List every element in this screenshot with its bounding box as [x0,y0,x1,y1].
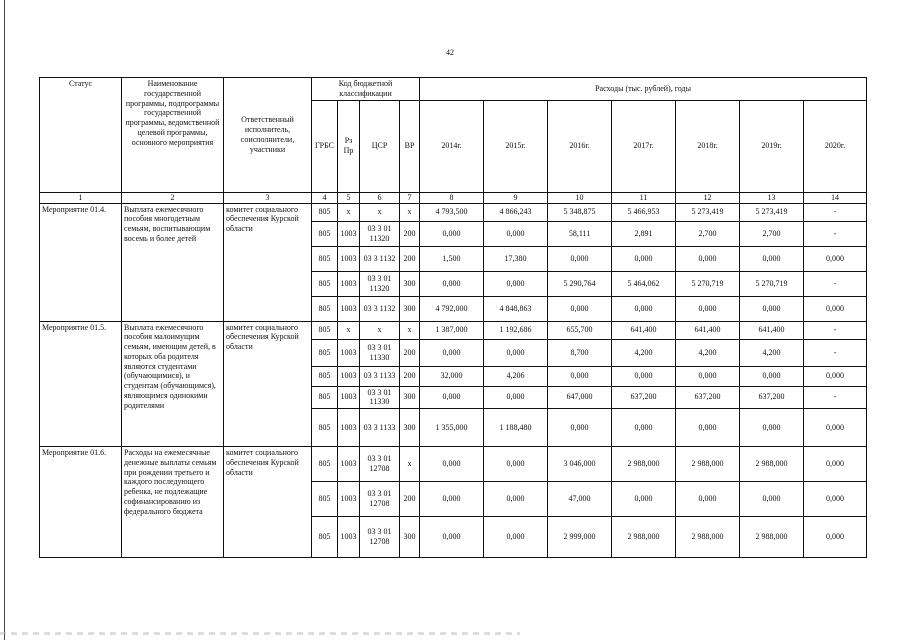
grbs-cell: 805 [312,409,338,447]
column-number: 10 [548,192,612,203]
column-number: 1 [40,192,122,203]
expense-value-cell: 5 290,764 [548,271,612,296]
expense-value-cell: 0,000 [740,296,804,321]
rzpr-cell: 1003 [338,366,360,386]
column-number: 14 [804,192,867,203]
expense-value-cell: 0,000 [420,271,484,296]
header-year: 2014г. [420,100,484,192]
scan-artifact [0,632,520,635]
expense-value-cell: 5 348,875 [548,203,612,221]
rzpr-cell: 1003 [338,271,360,296]
column-number: 5 [338,192,360,203]
header-grbs: ГРБС [312,100,338,192]
vr-cell: 300 [400,271,420,296]
expense-value-cell: 0,000 [612,366,676,386]
expense-value-cell: 5 273,419 [740,203,804,221]
csr-cell: 03 3 01 12708 [360,482,400,517]
expense-value-cell: 0,000 [484,517,548,558]
expense-value-cell: - [804,339,867,366]
rzpr-cell: 1003 [338,447,360,482]
csr-cell: 03 3 1132 [360,246,400,271]
rzpr-cell: 1003 [338,221,360,246]
grbs-cell: 805 [312,246,338,271]
expense-value-cell: 4,206 [484,366,548,386]
column-number: 2 [122,192,224,203]
table-row [40,203,867,221]
measure-responsible: комитет социального обеспечения Курской области [224,203,312,321]
expense-value-cell: 5 273,419 [676,203,740,221]
expense-value-cell: 641,400 [612,321,676,339]
table-body [40,192,867,558]
column-number-row [40,192,867,203]
expense-value-cell: - [804,386,867,409]
grbs-cell: 805 [312,386,338,409]
expense-value-cell: 58,111 [548,221,612,246]
column-number: 7 [400,192,420,203]
expense-value-cell: 0,000 [676,246,740,271]
vr-cell: 300 [400,386,420,409]
expense-value-cell: 0,000 [420,339,484,366]
expense-value-cell: 32,000 [420,366,484,386]
expense-value-cell: 0,000 [548,296,612,321]
header-year: 2017г. [612,100,676,192]
expense-value-cell: 637,200 [740,386,804,409]
expense-value-cell: 3 046,000 [548,447,612,482]
column-number: 11 [612,192,676,203]
rzpr-cell: 1003 [338,246,360,271]
vr-cell: х [400,447,420,482]
header-vr: ВР [400,100,420,192]
expense-value-cell: - [804,271,867,296]
expense-value-cell: 2 988,000 [612,517,676,558]
expense-value-cell: 641,400 [740,321,804,339]
measure-responsible: комитет социального обеспечения Курской области [224,447,312,558]
header-rzpr: Рз Пр [338,100,360,192]
expense-value-cell: 0,000 [740,366,804,386]
expense-value-cell: 2,891 [612,221,676,246]
column-number: 6 [360,192,400,203]
expense-value-cell: 5 464,062 [612,271,676,296]
expense-value-cell: 17,380 [484,246,548,271]
expense-value-cell: 0,000 [484,271,548,296]
expense-value-cell: 2 988,000 [740,517,804,558]
grbs-cell: 805 [312,321,338,339]
expense-value-cell: 0,000 [484,386,548,409]
rzpr-cell: 1003 [338,296,360,321]
header-budget-code: Код бюджетной классификации [312,78,420,101]
expense-value-cell: 5 466,953 [612,203,676,221]
expense-value-cell: 2 988,000 [612,447,676,482]
measure-status: Мероприятие 01.4. [40,203,122,321]
header-name: Наименование государственной программы, подпрограммы государственной программы, ведомственной целевой программы, основного мероприятия [122,78,224,193]
expense-value-cell: 1 387,000 [420,321,484,339]
column-number: 13 [740,192,804,203]
expense-value-cell: 0,000 [484,482,548,517]
rzpr-cell: 1003 [338,517,360,558]
expense-value-cell: 0,000 [484,221,548,246]
vr-cell: 200 [400,246,420,271]
expense-value-cell: 5 270,719 [740,271,804,296]
header-year: 2015г. [484,100,548,192]
expense-value-cell: 0,000 [676,482,740,517]
csr-cell: 03 3 1133 [360,409,400,447]
grbs-cell: 805 [312,447,338,482]
expense-value-cell: 0,000 [420,517,484,558]
expense-value-cell: 2,700 [676,221,740,246]
grbs-cell: 805 [312,517,338,558]
column-number: 8 [420,192,484,203]
vr-cell: 300 [400,517,420,558]
header-expenses: Расходы (тыс. рублей), годы [420,78,867,101]
expense-value-cell: 655,700 [548,321,612,339]
vr-cell: 300 [400,409,420,447]
table-row [40,321,867,339]
csr-cell: 03 3 1132 [360,296,400,321]
csr-cell: 03 3 01 11320 [360,271,400,296]
expense-value-cell: 0,000 [804,296,867,321]
budget-table [39,77,867,558]
grbs-cell: 805 [312,482,338,517]
expense-value-cell: 47,000 [548,482,612,517]
expense-value-cell: 0,000 [676,296,740,321]
rzpr-cell: х [338,321,360,339]
csr-cell: 03 3 1133 [360,366,400,386]
expense-value-cell: 2 988,000 [676,517,740,558]
expense-value-cell: 2 999,000 [548,517,612,558]
expense-value-cell: 0,000 [740,482,804,517]
expense-value-cell: 0,000 [548,246,612,271]
expense-value-cell: 5 270,719 [676,271,740,296]
measure-name: Выплата ежемесячного пособия многодетным семьям, воспитывающим восемь и более детей [122,203,224,321]
column-number: 3 [224,192,312,203]
expense-value-cell: 0,000 [804,517,867,558]
measure-status: Мероприятие 01.6. [40,447,122,558]
expense-value-cell: 1,500 [420,246,484,271]
rzpr-cell: х [338,203,360,221]
expense-value-cell: 4,200 [676,339,740,366]
grbs-cell: 805 [312,296,338,321]
rzpr-cell: 1003 [338,482,360,517]
expense-value-cell: 637,200 [676,386,740,409]
expense-value-cell: 4 866,243 [484,203,548,221]
expense-value-cell: 0,000 [420,482,484,517]
expense-value-cell: 0,000 [804,409,867,447]
header-responsible: Ответственный исполнитель, соисполнители, участники [224,78,312,193]
expense-value-cell: 2,700 [740,221,804,246]
expense-value-cell: - [804,203,867,221]
page-number: 42 [446,48,454,57]
expense-value-cell: 0,000 [676,366,740,386]
expense-value-cell: 0,000 [676,409,740,447]
expense-value-cell: 0,000 [612,482,676,517]
rzpr-cell: 1003 [338,386,360,409]
vr-cell: 200 [400,482,420,517]
expense-value-cell: 0,000 [612,296,676,321]
expense-value-cell: 0,000 [420,386,484,409]
expense-value-cell: - [804,221,867,246]
expense-value-cell: 0,000 [548,409,612,447]
measure-status: Мероприятие 01.5. [40,321,122,447]
rzpr-cell: 1003 [338,339,360,366]
header-year: 2016г. [548,100,612,192]
expense-value-cell: 4 792,000 [420,296,484,321]
expense-value-cell: 0,000 [804,246,867,271]
expense-value-cell: 0,000 [484,339,548,366]
expense-value-cell: 647,000 [548,386,612,409]
csr-cell: х [360,321,400,339]
vr-cell: х [400,203,420,221]
header-year: 2020г. [804,100,867,192]
expense-value-cell: 4 793,500 [420,203,484,221]
grbs-cell: 805 [312,366,338,386]
csr-cell: 03 3 01 11330 [360,339,400,366]
grbs-cell: 805 [312,339,338,366]
measure-responsible: комитет социального обеспечения Курской области [224,321,312,447]
measure-name: Расходы на ежемесячные денежные выплаты семьям при рождении третьего и каждого последующего ребенка, не подлежащие софинансированию из федерального бюджета [122,447,224,558]
expense-value-cell: - [804,321,867,339]
column-number: 12 [676,192,740,203]
page-edge-line [4,0,5,640]
expense-value-cell: 0,000 [612,409,676,447]
expense-value-cell: 2 988,000 [740,447,804,482]
expense-value-cell: 8,700 [548,339,612,366]
expense-value-cell: 0,000 [420,447,484,482]
expense-value-cell: 4,200 [740,339,804,366]
expense-value-cell: 0,000 [740,409,804,447]
header-csr: ЦСР [360,100,400,192]
csr-cell: 03 3 01 11330 [360,386,400,409]
vr-cell: 200 [400,339,420,366]
expense-value-cell: 0,000 [548,366,612,386]
expense-value-cell: 0,000 [804,366,867,386]
column-number: 4 [312,192,338,203]
header-year: 2018г. [676,100,740,192]
csr-cell: х [360,203,400,221]
grbs-cell: 805 [312,271,338,296]
csr-cell: 03 3 01 12708 [360,517,400,558]
expense-value-cell: 637,200 [612,386,676,409]
vr-cell: 200 [400,366,420,386]
grbs-cell: 805 [312,221,338,246]
vr-cell: 200 [400,221,420,246]
expense-value-cell: 0,000 [612,246,676,271]
expense-value-cell: 0,000 [484,447,548,482]
rzpr-cell: 1003 [338,409,360,447]
expense-value-cell: 0,000 [740,246,804,271]
table-header [40,78,867,193]
expense-value-cell: 0,000 [420,221,484,246]
expense-value-cell: 0,000 [804,482,867,517]
expense-value-cell: 4,200 [612,339,676,366]
csr-cell: 03 3 01 11320 [360,221,400,246]
measure-name: Выплата ежемесячного пособия малоимущим семьям, имеющим детей, в которых оба родителя являются студентами (обучающимися), и студентам (обучающимся), являющимся одинокими родителями [122,321,224,447]
column-number: 9 [484,192,548,203]
csr-cell: 03 3 01 12708 [360,447,400,482]
vr-cell: 300 [400,296,420,321]
grbs-cell: 805 [312,203,338,221]
header-status: Статус [40,78,122,193]
header-year: 2019г. [740,100,804,192]
expense-value-cell: 0,000 [804,447,867,482]
vr-cell: х [400,321,420,339]
expense-value-cell: 2 988,000 [676,447,740,482]
expense-value-cell: 4 848,863 [484,296,548,321]
expense-value-cell: 1 192,686 [484,321,548,339]
expense-value-cell: 1 355,000 [420,409,484,447]
expense-value-cell: 641,400 [676,321,740,339]
table-row [40,447,867,482]
expense-value-cell: 1 188,480 [484,409,548,447]
